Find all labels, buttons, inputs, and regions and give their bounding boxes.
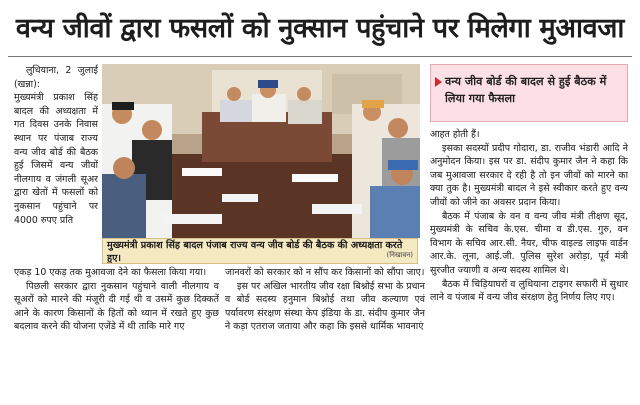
photo-credit: (निखावन) — [386, 251, 413, 259]
right-column — [430, 128, 628, 398]
bottom-left-column — [14, 266, 219, 398]
right-paragraph-2: इसका सदस्यों प्रदीप गोदारा, डा. राजीव भंडारी आदि ने अनुमोदन किया। इस पर डा. संदीप कुमार जैन ने कहा कि जब मुआवजा सरकार दे रही है तो इन जीवों को मारने का क्या तुक है। मुख्यमंत्री बादल ने इसे स्वीकार करते हुए वन्य जीवों को जीने का अवसर प्रदान किया। — [430, 142, 628, 208]
left-paragraph-2: पिछली सरकार द्वारा नुकसान पहुंचाने वाली नीलगाय व सूअरों को मारने की मंजूरी दी गई थी व उसमें कुछ दिक्कतें आने के कारण किसानों के हितों को ध्यान में रखते हुए कुछ बदलाव करने की योजना एजेंडे में थी ताकि मारे गए — [14, 280, 219, 333]
right-paragraph-1: आहत होती हैं। — [430, 129, 480, 140]
left-column — [14, 64, 98, 264]
subhead-box — [430, 64, 628, 122]
dateline: लुधियाना, 2 जुलाई (खन्ना): — [14, 65, 98, 90]
photo-caption-box — [102, 238, 418, 264]
meeting-photo-illustration — [102, 64, 420, 238]
headline-rule — [8, 56, 632, 57]
bottom-middle-column — [225, 266, 425, 398]
lead-paragraph: मुख्यमंत्री प्रकाश सिंह बादल की अध्यक्षता में गत दिवस उनके निवास स्थान पर पंजाब राज्य वन्य जीव बोर्ड की बैठक हुई जिसमें वन्य जीवों नीलगाय व जंगली सूअर द्वारा खेतों में फसलों को नुकसान पहुंचाने पर 4000 रुपए प्रति — [14, 92, 98, 226]
photo-caption: मुख्यमंत्री प्रकाश सिंह बादल पंजाब राज्य वन्य जीव बोर्ड की बैठक की अध्यक्षता करते हुए। — [107, 240, 403, 264]
middle-paragraph-1: जानवरों को सरकार को न सौंप कर किसानों को सौंपा जाए। — [225, 267, 425, 278]
right-paragraph-3: बैठक में पंजाब के वन व वन्य जीव मंत्री तीक्षण सूद, मुख्यमंत्री के सचिव के.एस. चीमा व डी.एस. गुरु, वन विभाग के सचिव आर.सी. नैयर, चीफ वाइल्ड लाइफ वार्डन आर.के. लूना, आई.जी. पुलिस सुरेश अरोड़ा, पूर्व मंत्री सुरजीत ज्याणी व अन्य सदस्य शामिल थे। — [430, 210, 628, 276]
right-paragraph-4: बैठक में चिड़ियाघरों व लुधियाना टाइगर सफारी में सुधार लाने व पंजाब में वन्य जीव संरक्षण हेतु निर्णय लिए गए। — [430, 278, 628, 304]
arrow-marker-icon — [435, 77, 442, 87]
lead-continued: एकड़ 10 एकड़ तक मुआवजा देने का फैसला किया गया। — [14, 267, 207, 278]
subhead-text: वन्य जीव बोर्ड की बादल से हुई बैठक में लिया गया फैसला — [445, 75, 607, 105]
meeting-photo — [102, 64, 420, 238]
middle-paragraph-2: इस पर अखिल भारतीय जीव रक्षा बिश्नोई सभा के प्रधान व बोर्ड सदस्य हनुमान बिश्नोई तथा जीव कल्याण एवं पर्यावरण संरक्षण संस्था केप इंडिया के डा. संदीप कुमार जैन ने कड़ा एतराज जताया और कहा कि इससे धार्मिक भावनाएं — [225, 280, 425, 333]
article-headline: वन्य जीवों द्वारा फसलों को नुक्सान पहुंचाने पर मिलेगा मुआवजा — [15, 13, 625, 44]
